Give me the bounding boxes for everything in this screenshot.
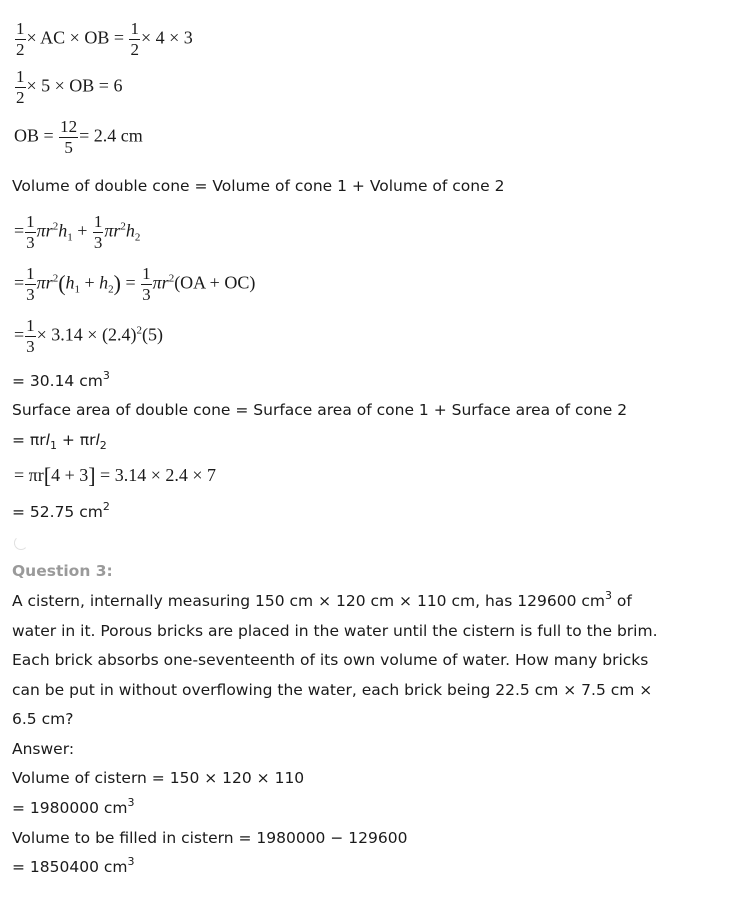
fraction: $\frac{1}{2}$	[16, 19, 25, 59]
surface-heading: Surface area of double cone = Surface area of cone 1 + Surface area of cone 2	[12, 401, 628, 419]
surface-result: = 52.75 $cm^2$	[12, 500, 110, 521]
question-label: Question 3:	[12, 562, 113, 580]
volume-heading: Volume of double cone = Volume of cone 1 + Volume of cone 2	[12, 177, 505, 195]
fraction: $\frac{1}{3}$	[26, 212, 35, 252]
loading-spinner-icon	[14, 536, 28, 550]
fraction: $\frac{1}{3}$	[26, 264, 35, 304]
fraction: $\frac{12}{5}$	[60, 117, 78, 157]
question-line-4: can be put in without overflowing the water, each brick being 22.5 cm × 7.5 cm ×	[12, 681, 653, 699]
volume-result: = 30.14 $cm^3$	[12, 369, 110, 390]
answer-line-2: = 1980000 $cm^3$	[12, 796, 135, 817]
answer-line-4: = 1850400 $cm^3$	[12, 855, 135, 876]
answer-line-3: Volume to be filled in cistern = 1980000 − 129600	[12, 829, 408, 847]
fraction: $\frac{1}{2}$	[16, 67, 25, 107]
question-line-2: water in it. Porous bricks are placed in the water until the cistern is full to the brim.	[12, 622, 658, 640]
answer-label: Answer:	[12, 740, 75, 758]
math-surface-numeric: = πr[4 + 3] = 3.14 × 2.4 × 7	[14, 463, 217, 488]
fraction: $\frac{1}{3}$	[142, 264, 151, 304]
math-line-half-ac-ob: $\frac{1}{2}$ × AC × OB = $\frac{1}{2}$ × 4 × 3	[16, 19, 193, 59]
question-line-3: Each brick absorbs one-seventeenth of its own volume of water. How many bricks	[12, 651, 649, 669]
surface-formula: = πrl$_1$ + πrl$_2$	[12, 431, 107, 452]
fraction: $\frac{1}{3}$	[93, 212, 103, 252]
question-line-1: A cistern, internally measuring 150 cm × 120 cm × 110 cm, has 129600 $cm^3$ of	[12, 589, 632, 610]
answer-line-1: Volume of cistern = 150 × 120 × 110	[12, 769, 305, 787]
question-line-5: 6.5 cm?	[12, 710, 74, 728]
math-line-half-5-ob: $\frac{1}{2}$ × 5 × OB = 6	[16, 67, 123, 107]
fraction: $\frac{1}{2}$	[130, 19, 139, 59]
fraction: $\frac{1}{3}$	[26, 316, 35, 356]
math-volume-sum: = $\frac{1}{3}$ $\pi r^2h_1$ + $\frac{1}{3}$ $\pi r^2h_2$	[14, 212, 141, 252]
math-volume-factored: = $\frac{1}{3}$ $\pi r^2(h_1 + h_2)$ = $\frac{1}{3}$ $\pi r^2(OA + OC)$	[14, 264, 256, 304]
math-volume-numeric: = $\frac{1}{3}$ × $3.14 \times (2.4)^2(5)$	[14, 316, 163, 356]
math-line-ob-result: OB = $\frac{12}{5}$ = 2.4 cm	[14, 117, 143, 157]
